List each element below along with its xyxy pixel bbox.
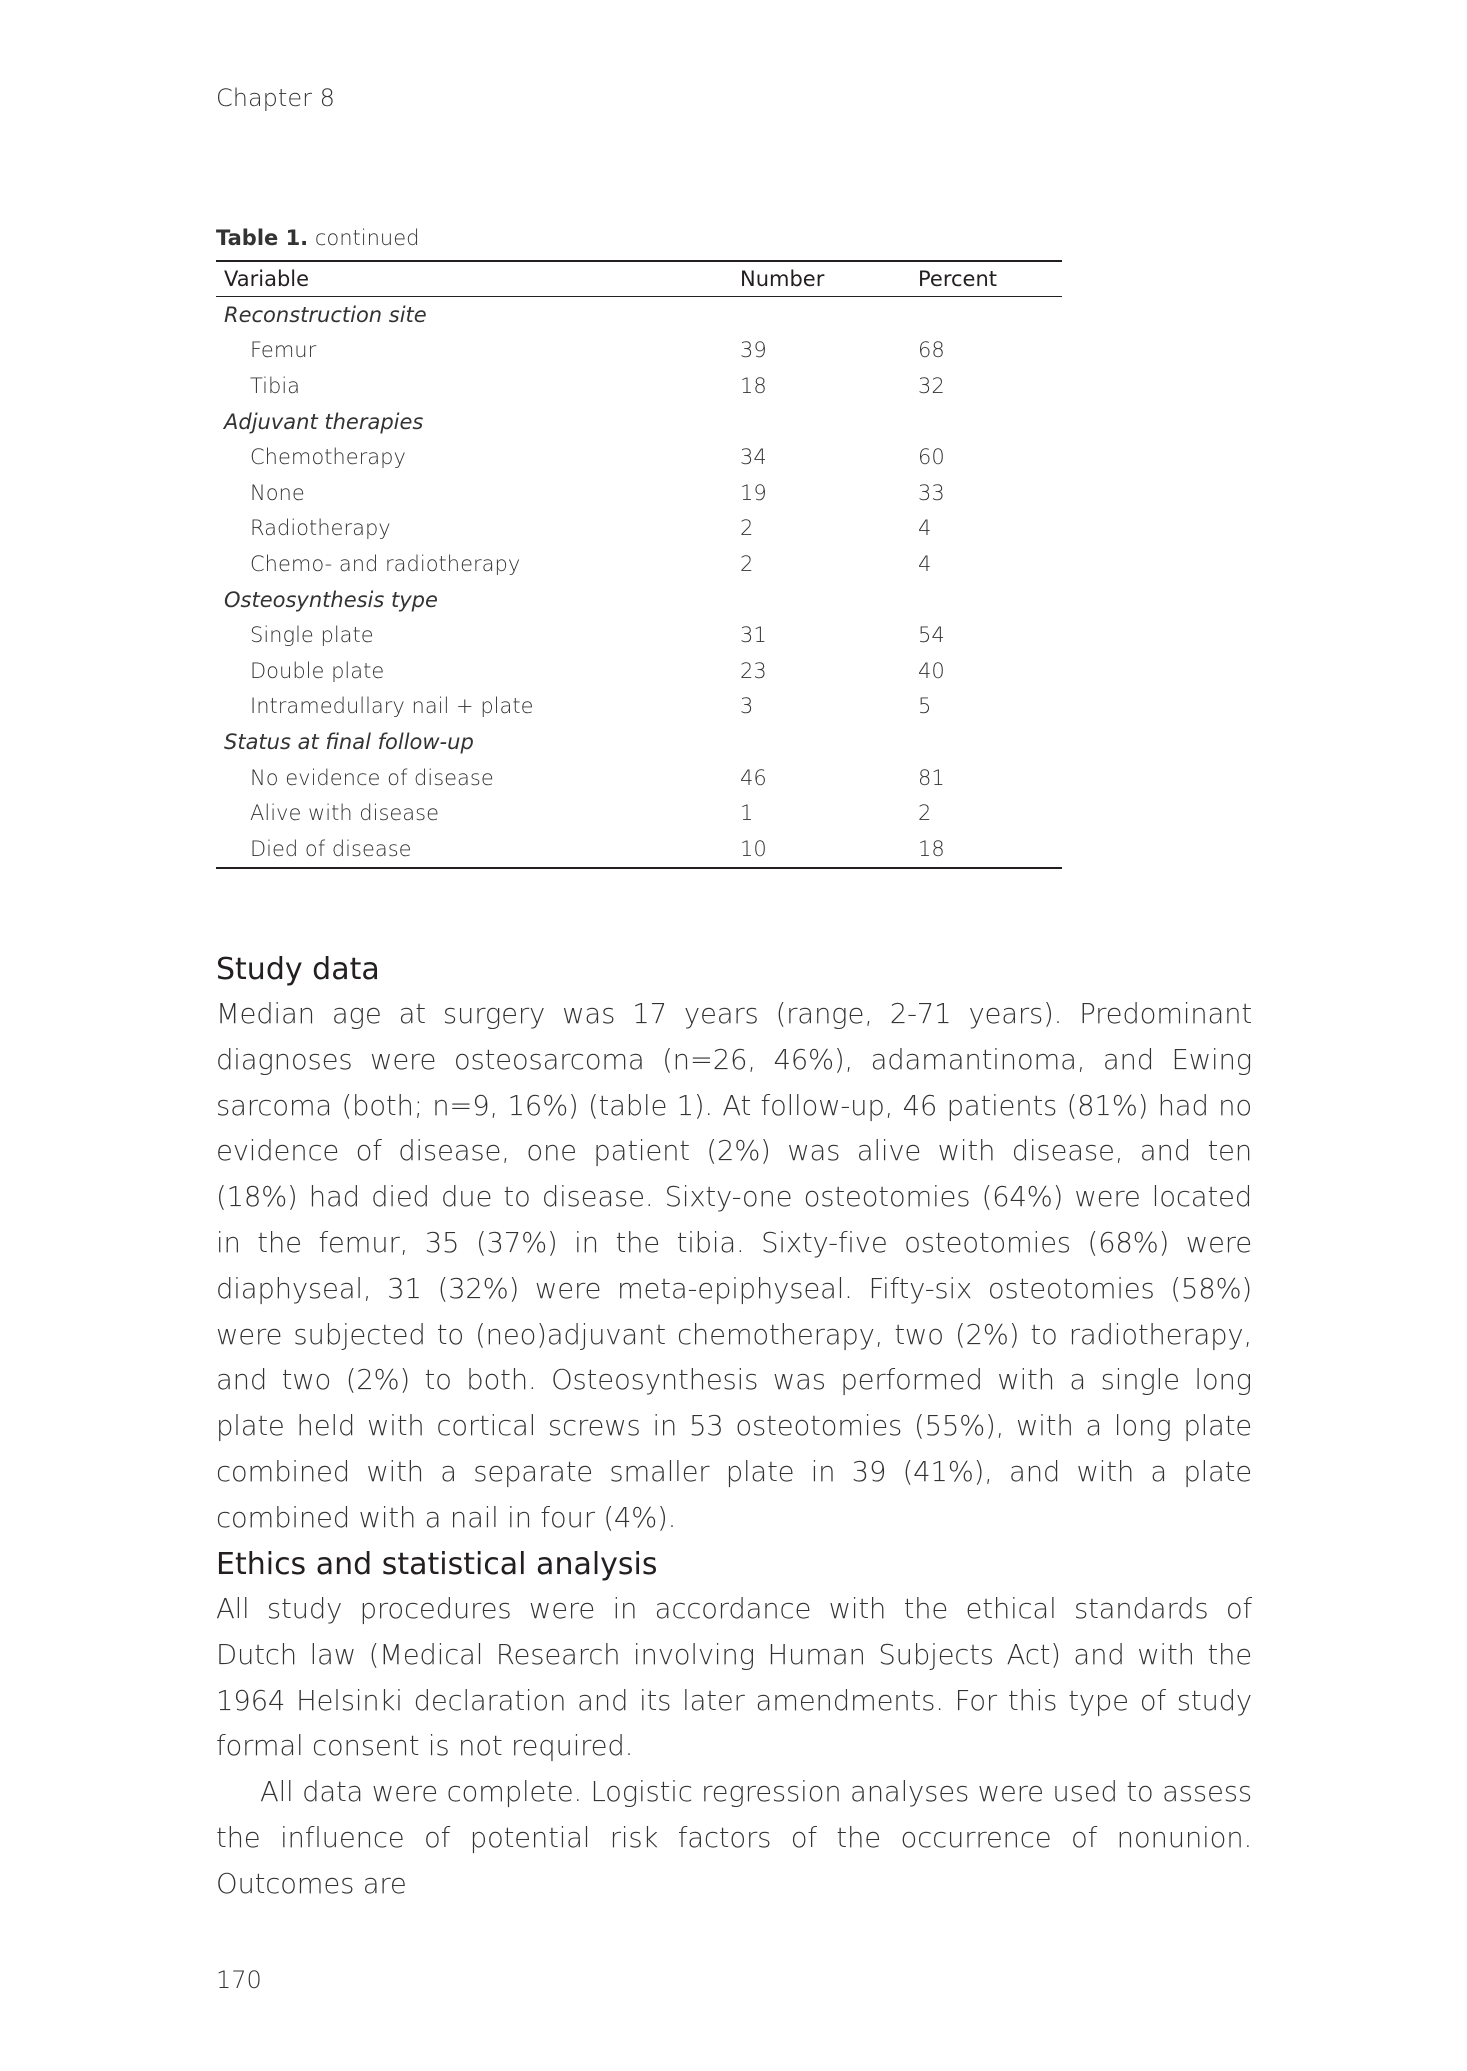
- cell-percent: 4: [918, 516, 932, 541]
- cell-percent: [910, 297, 1062, 333]
- cell-variable: Double plate: [250, 658, 385, 683]
- cell-variable: Tibia: [250, 373, 301, 398]
- cell-percent: 54: [918, 623, 945, 648]
- table-row: [216, 475, 1062, 511]
- cell-number: 2: [740, 551, 754, 576]
- cell-percent: 33: [918, 480, 945, 505]
- cell-percent: 18: [910, 831, 1062, 868]
- running-head: Chapter 8: [216, 84, 335, 112]
- cell-variable: Femur: [250, 338, 317, 363]
- cell-number: [732, 297, 910, 333]
- ethics-paragraph-2: All data were complete. Logistic regression analyses were used to assess the influence of potential risk factors of the occurrence of nonunion. Outcomes are: [216, 1776, 1252, 1900]
- cell-variable: Intramedullary nail + plate: [250, 694, 534, 719]
- table-row: [216, 653, 1062, 689]
- study-data-paragraph: Median age at surgery was 17 years (range, 2-71 years). Predominant diagnoses were osteosarcoma (n=26, 46%), adamantinoma, and Ewing sarcoma (both; n=9, 16%) (table 1). At follow-up, 46 patients (81%) had no evidence of disease, one patient (2%) was alive with disease, and ten (18%) had died due to disease. Sixty-one osteotomies (64%) were located in the femur, 35 (37%) in the tibia. Sixty-five osteotomies (68%) were diaphyseal, 31 (32%) were meta-epiphyseal. Fifty-six osteotomies (58%) were subjected to (neo)adjuvant chemotherapy, two (2%) to radiotherapy, and two (2%) to both. Osteosynthesis was performed with a single long plate held with cortical screws in 53 osteotomies (55%), with a long plate combined with a separate smaller plate in 39 (41%), and with a plate combined with a nail in four (4%).: [216, 998, 1252, 1534]
- table-caption: [216, 226, 1062, 250]
- cell-variable: None: [250, 480, 305, 505]
- table-body: [216, 297, 1062, 868]
- study-data-heading: Study data: [216, 952, 380, 987]
- cell-variable: Status at final follow-up: [224, 729, 474, 754]
- cell-variable: No evidence of disease: [250, 765, 494, 790]
- table-row: [216, 760, 1062, 796]
- cell-number: 23: [740, 658, 767, 683]
- cell-percent: 60: [918, 445, 945, 470]
- cell-number: [732, 404, 910, 440]
- header-number: Number: [732, 261, 910, 297]
- cell-number: 46: [740, 765, 767, 790]
- page-number: 170: [216, 1966, 262, 1994]
- cell-variable: Chemotherapy: [250, 445, 406, 470]
- table-row: [216, 689, 1062, 725]
- cell-number: [732, 582, 910, 618]
- cell-variable: Radiotherapy: [250, 516, 391, 541]
- cell-number: [732, 724, 910, 760]
- table-group-row: [216, 582, 1062, 618]
- table-1: [216, 226, 1062, 869]
- cell-percent: 32: [918, 373, 945, 398]
- table-row: [216, 795, 1062, 831]
- table-row: [216, 617, 1062, 653]
- data-table: [216, 260, 1062, 869]
- table-caption-label: Table 1.: [216, 226, 309, 250]
- table-row: [216, 368, 1062, 404]
- cell-percent: 4: [918, 551, 932, 576]
- table-caption-text: continued: [308, 226, 420, 250]
- table-row: [216, 439, 1062, 475]
- cell-number: 34: [740, 445, 767, 470]
- cell-percent: 2: [918, 801, 932, 826]
- table-row: [216, 546, 1062, 582]
- cell-number: 39: [740, 338, 767, 363]
- cell-percent: 40: [918, 658, 945, 683]
- cell-percent: 5: [918, 694, 932, 719]
- cell-number: 19: [740, 480, 767, 505]
- cell-variable: Single plate: [250, 623, 374, 648]
- ethics-paragraph-1: All study procedures were in accordance with the ethical standards of Dutch law (Medical Research involving Human Subjects Act) and with the 1964 Helsinki declaration and its later amendments. For this type of study formal consent is not required.: [216, 1593, 1252, 1763]
- cell-variable: Adjuvant therapies: [224, 409, 424, 434]
- cell-number: 3: [740, 694, 754, 719]
- cell-number: 31: [740, 623, 767, 648]
- section-ethics: [216, 1543, 1252, 1908]
- cell-variable: Died of disease: [216, 831, 732, 868]
- cell-percent: [910, 404, 1062, 440]
- table-row: [216, 511, 1062, 547]
- table-group-row: [216, 724, 1062, 760]
- header-percent: Percent: [910, 261, 1062, 297]
- cell-number: 18: [740, 373, 767, 398]
- cell-percent: 81: [918, 765, 945, 790]
- cell-number: 10: [732, 831, 910, 868]
- table-header-row: [216, 261, 1062, 297]
- cell-variable: Osteosynthesis type: [224, 587, 438, 612]
- table-group-row: [216, 297, 1062, 333]
- cell-variable: Reconstruction site: [224, 302, 427, 327]
- table-row: [216, 831, 1062, 868]
- cell-percent: [910, 582, 1062, 618]
- header-variable: Variable: [216, 261, 732, 297]
- cell-variable: Chemo- and radiotherapy: [250, 551, 521, 576]
- cell-number: 2: [740, 516, 754, 541]
- cell-percent: [910, 724, 1062, 760]
- cell-variable: Alive with disease: [250, 801, 440, 826]
- table-group-row: [216, 404, 1062, 440]
- section-study-data: [216, 948, 1252, 1542]
- ethics-heading: Ethics and statistical analysis: [216, 1547, 658, 1582]
- cell-percent: 68: [918, 338, 945, 363]
- table-row: [216, 333, 1062, 369]
- cell-number: 1: [740, 801, 754, 826]
